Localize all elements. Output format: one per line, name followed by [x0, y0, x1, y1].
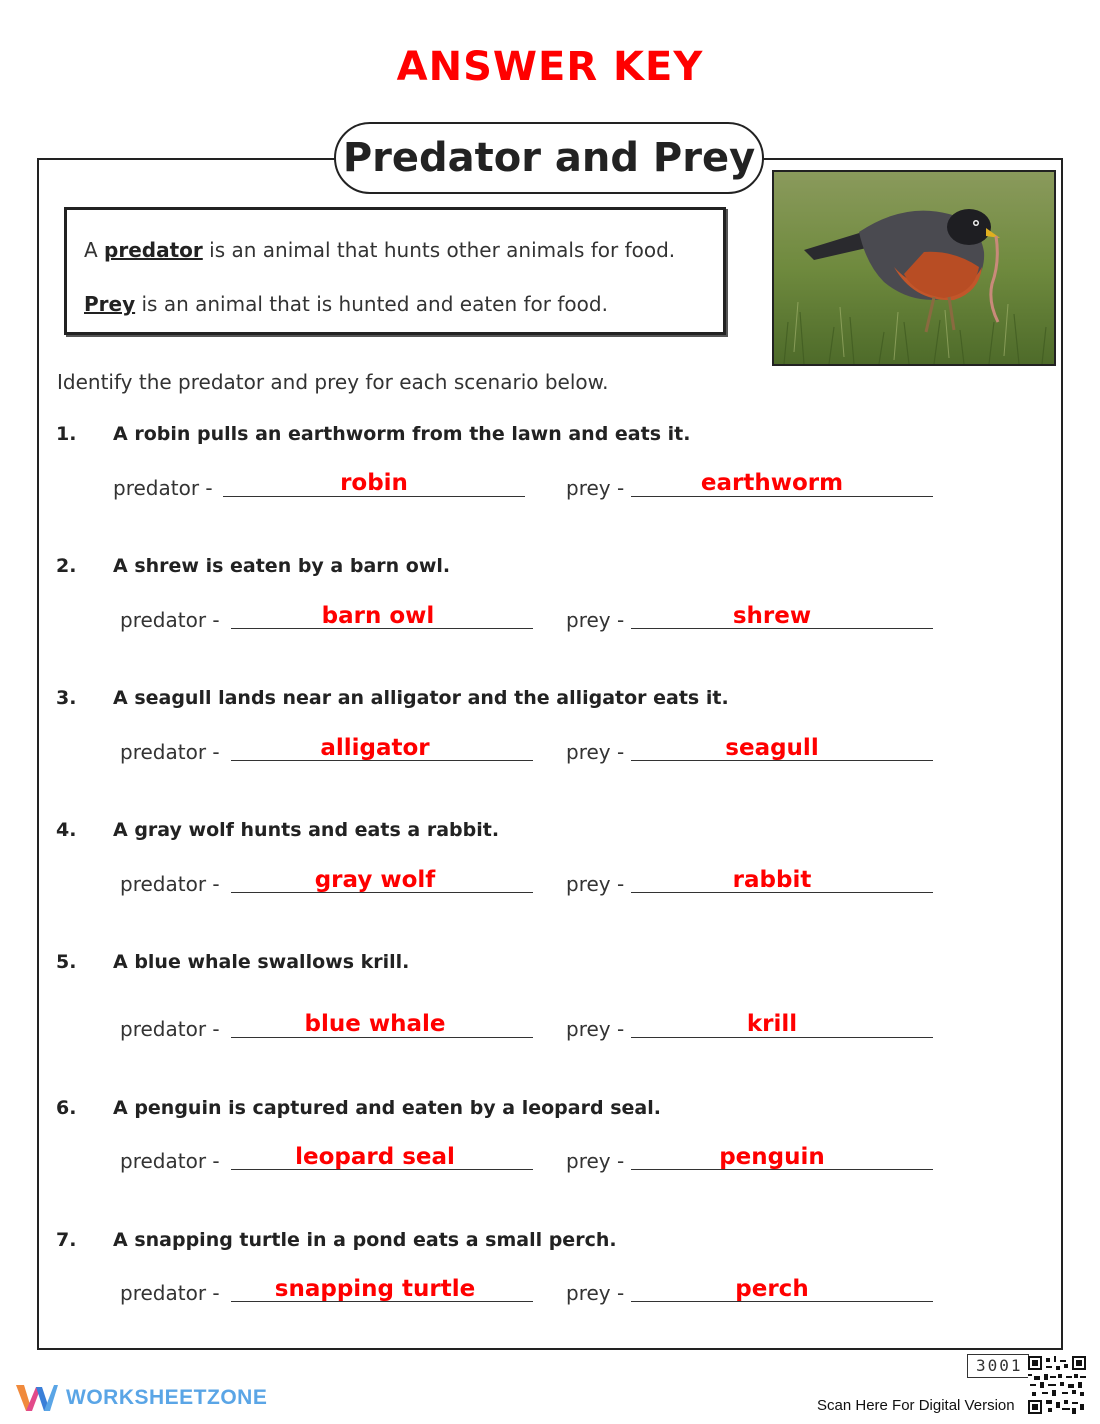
prey-label: prey - — [566, 740, 625, 764]
predator-answer: blue whale — [304, 1011, 446, 1037]
question-text: A penguin is captured and eaten by a leopard seal. — [113, 1097, 661, 1119]
question-text: A gray wolf hunts and eats a rabbit. — [113, 819, 500, 841]
question-number: 7. — [56, 1229, 77, 1251]
prey-label: prey - — [566, 476, 625, 500]
predator-answer: barn owl — [321, 603, 435, 629]
w-logo-icon — [14, 1381, 58, 1415]
predator-label: predator - — [120, 608, 220, 632]
predator-answer: leopard seal — [295, 1144, 455, 1170]
brand-name: WORKSHEETZONE — [66, 1386, 268, 1409]
worksheet-code: 3001 — [967, 1354, 1029, 1378]
definition-box — [64, 207, 726, 335]
prey-answer-line — [631, 496, 933, 497]
question-number: 6. — [56, 1097, 77, 1119]
worksheet-title: Predator and Prey — [334, 122, 764, 194]
predator-label: predator - — [120, 872, 220, 896]
predator-label: predator - — [120, 1281, 220, 1305]
predator-answer: alligator — [320, 735, 430, 761]
prey-label: prey - — [566, 1281, 625, 1305]
question-text: A seagull lands near an alligator and the alligator eats it. — [113, 687, 729, 709]
prey-answer: krill — [746, 1011, 798, 1037]
prey-answer: seagull — [725, 735, 819, 761]
prey-answer: perch — [735, 1276, 809, 1302]
answer-key-heading: ANSWER KEY — [396, 44, 704, 90]
question-text: A shrew is eaten by a barn owl. — [113, 555, 451, 577]
qr-code-icon[interactable] — [1028, 1356, 1086, 1414]
worksheetzone-logo — [14, 1381, 267, 1415]
predator-label: predator - — [120, 740, 220, 764]
question-text: A robin pulls an earthworm from the lawn and eats it. — [113, 423, 691, 445]
predator-answer: gray wolf — [314, 867, 436, 893]
predator-answer-line — [223, 496, 525, 497]
predator-term: predator — [104, 238, 203, 262]
prey-answer: earthworm — [700, 470, 844, 496]
predator-label: predator - — [120, 1017, 220, 1041]
predator-definition-text: is an animal that hunts other animals for food. — [202, 238, 676, 262]
prey-label: prey - — [566, 1017, 625, 1041]
prey-definition-text: is an animal that is hunted and eaten for food. — [135, 292, 608, 316]
question-number: 5. — [56, 951, 77, 973]
prey-answer: shrew — [732, 603, 812, 629]
prey-term: Prey — [84, 292, 136, 316]
prey-answer: rabbit — [732, 867, 812, 893]
predator-answer-line — [231, 1037, 533, 1038]
question-number: 3. — [56, 687, 77, 709]
question-number: 4. — [56, 819, 77, 841]
predator-label: predator - — [113, 476, 213, 500]
prey-label: prey - — [566, 1149, 625, 1173]
prey-answer: penguin — [719, 1144, 825, 1170]
prey-answer-line — [631, 1037, 933, 1038]
predator-answer: robin — [340, 470, 408, 496]
predator-answer: snapping turtle — [274, 1276, 476, 1302]
question-text: A blue whale swallows krill. — [113, 951, 410, 973]
question-text: A snapping turtle in a pond eats a small perch. — [113, 1229, 617, 1251]
prey-definition — [84, 292, 608, 316]
prey-label: prey - — [566, 872, 625, 896]
scan-instructions: Scan Here For Digital Version — [817, 1397, 1015, 1414]
question-number: 2. — [56, 555, 77, 577]
predator-definition — [84, 238, 675, 262]
question-number: 1. — [56, 423, 77, 445]
instructions-text: Identify the predator and prey for each scenario below. — [57, 370, 609, 394]
predator-label: predator - — [120, 1149, 220, 1173]
prey-label: prey - — [566, 608, 625, 632]
robin-photo — [772, 170, 1056, 366]
robin-illustration — [774, 172, 1054, 364]
predator-prefix: A — [84, 238, 105, 262]
